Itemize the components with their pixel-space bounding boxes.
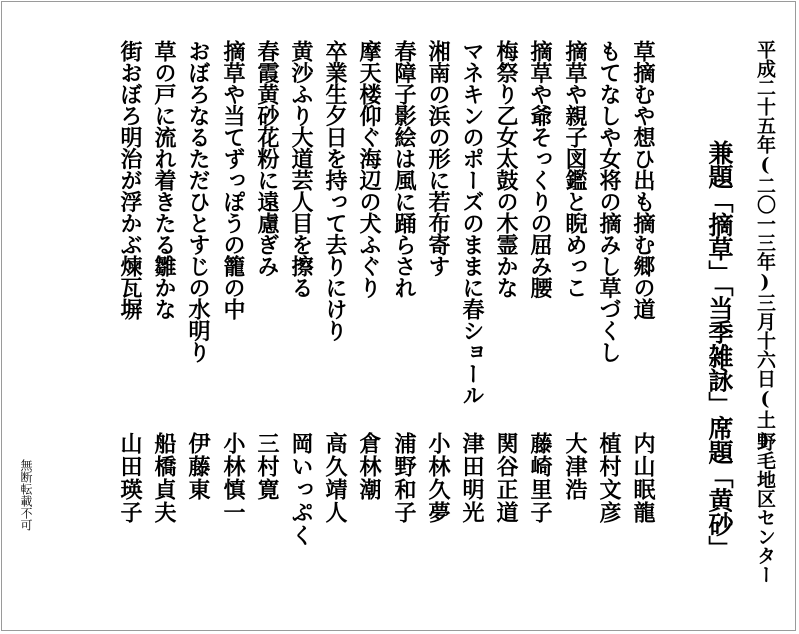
haiku-poem: 黄沙ふり大道芸人目を擦る [288,40,314,298]
haiku-author: 小林慎一 [220,432,246,524]
haiku-poem: おぼろなるただひとすじの水明り [185,40,211,363]
no-reprint-notice: 無断転載不可 [19,459,33,531]
haiku-author: 船橋貞夫 [151,432,177,524]
haiku-poem: 摘草や当てずっぽうの籠の中 [220,40,246,320]
haiku-author: 山田瑛子 [117,432,143,524]
haiku-author: 植村文彦 [596,432,622,524]
haiku-poem: もてなしや女将の摘みし草づくし [596,40,622,363]
haiku-author: 大津浩 [562,432,588,501]
haiku-poem: 街おぼろ明治が浮かぶ煉瓦塀 [117,40,143,320]
haiku-poem: 春霞黄砂花粉に遠慮ぎみ [254,40,280,277]
haiku-author: 倉林潮 [356,432,382,501]
haiku-poem: 摘草や爺そっくりの屈み腰 [527,40,553,298]
haiku-author: 小林久夢 [425,432,451,524]
kukai-date: 平成二十五年(二〇一三年)三月十六日(土) [754,40,776,451]
haiku-poem: 梅祭り乙女太鼓の木霊かな [493,40,519,298]
haiku-poem: 摩天楼仰ぐ海辺の犬ふぐり [356,40,382,298]
themes-line: 兼題「摘草」「当季雑詠」席題「黄砂」 [705,140,734,560]
haiku-poem: 湘南の浜の形に若布寄す [425,40,451,277]
haiku-poem: 摘草や親子図鑑と睨めっこ [562,40,588,298]
haiku-poem: 卒業生夕日を持って去りにけり [322,40,348,341]
haiku-poem: 草摘むや想ひ出も摘む郷の道 [630,40,656,320]
haiku-author: 浦野和子 [391,432,417,524]
haiku-author: 三村寛 [254,432,280,501]
haiku-author: 関谷正道 [493,432,519,524]
haiku-author: 高久靖人 [322,432,348,524]
kukai-venue: 野毛地区センター [754,432,776,584]
haiku-author: 内山眠龍 [630,432,656,524]
haiku-author: 伊藤東 [185,432,211,501]
haiku-poem: 春障子影絵は風に踊らされ [391,40,417,298]
haiku-poem: マネキンのポーズのままに春ショール [459,40,485,406]
haiku-poem: 草の戸に流れ着きたる雛かな [151,40,177,320]
haiku-author: 津田明光 [459,432,485,524]
haiku-author: 藤崎里子 [527,432,553,524]
haiku-author: 岡いっぷく [288,432,314,547]
